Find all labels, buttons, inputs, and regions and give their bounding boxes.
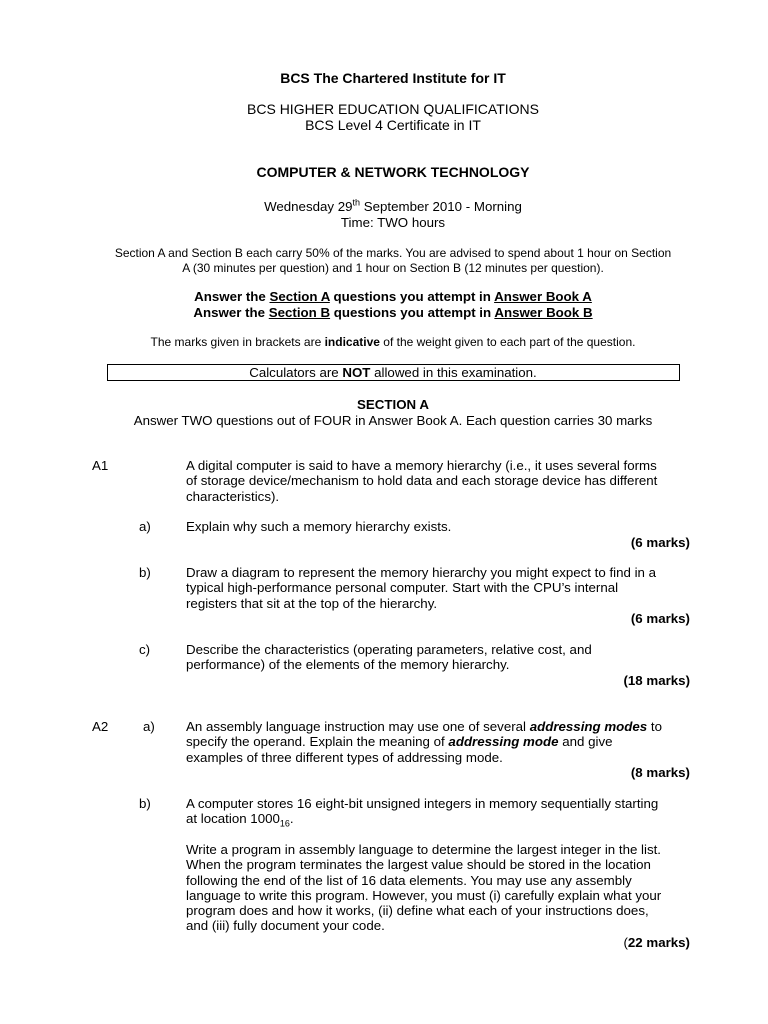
exam-date: Wednesday 29th September 2010 - Morning: [264, 197, 522, 214]
question-a1-part-b-text: Draw a diagram to represent the memory hierarchy you might expect to find in a typical high-performance personal computer. Start with the CPU’s internal registers that sit at the top of the hierarchy.: [186, 565, 657, 611]
qualification-title: BCS HIGHER EDUCATION QUALIFICATIONS: [247, 101, 539, 117]
question-a1-part-c-marks: (18 marks): [623, 673, 690, 688]
question-a1-number: A1: [92, 458, 109, 473]
question-a2-part-b-label: b): [139, 796, 151, 811]
question-a1-part-c-text: Describe the characteristics (operating parameters, relative cost, and performance) of the elements of the memory hierarchy.: [186, 642, 592, 673]
marks-note: The marks given in brackets are indicative of the weight given to each part of the question.: [150, 335, 636, 349]
question-a2-part-b-marks: (22 marks): [623, 935, 690, 950]
subject-title: COMPUTER & NETWORK TECHNOLOGY: [256, 164, 530, 180]
section-a-title: SECTION A: [357, 397, 429, 412]
instructions-line-2: A (30 minutes per question) and 1 hour on Section B (12 minutes per question).: [182, 261, 604, 275]
answer-book-b-instruction: Answer the Section B questions you attempt in Answer Book B: [193, 305, 593, 320]
section-a-subtitle: Answer TWO questions out of FOUR in Answer Book A. Each question carries 30 marks: [133, 413, 653, 428]
question-a1-part-a-label: a): [139, 519, 151, 534]
question-a1-intro: A digital computer is said to have a memory hierarchy (i.e., it uses several forms of storage device/mechanism to hold data and each storage device has different characteristics).: [186, 458, 658, 504]
question-a1-part-a-marks: (6 marks): [630, 535, 690, 550]
question-a2-number: A2: [92, 719, 109, 734]
exam-time: Time: TWO hours: [340, 215, 446, 230]
question-a1-part-b-marks: (6 marks): [630, 611, 690, 626]
question-a1-part-a-text: Explain why such a memory hierarchy exists.: [186, 519, 452, 534]
question-a1-part-c-label: c): [139, 642, 151, 657]
question-a2-part-a-label: a): [143, 719, 155, 734]
question-a2-part-b-text: Write a program in assembly language to determine the largest integer in the list. When the program terminates the largest value should be stored in the location following the end of the list of 16 data elements. You may use any assembly language to write this program. However, you must (i) carefully explain what your program does and how it works, (ii) define what each of your instructions does, and (iii) fully document your code.: [186, 842, 662, 934]
instructions-line-1: Section A and Section B each carry 50% of the marks. You are advised to spend about 1 hour on Section: [114, 246, 672, 260]
institute-title: BCS The Chartered Institute for IT: [280, 70, 506, 86]
calculator-notice: Calculators are NOT allowed in this examination.: [249, 365, 537, 380]
question-a2-part-a-marks: (8 marks): [630, 765, 690, 780]
level-title: BCS Level 4 Certificate in IT: [305, 117, 481, 133]
answer-book-a-instruction: Answer the Section A questions you attempt in Answer Book A: [194, 289, 592, 304]
question-a2-part-b-intro: A computer stores 16 eight-bit unsigned integers in memory sequentially starting at location $1000_{16}$.: [186, 796, 659, 829]
question-a2-part-a-text: An assembly language instruction may use one of several addressing modes to specify the operand. Explain the meaning of addressing mode and give examples of three different types of addressing mode.: [186, 719, 662, 765]
question-a1-part-b-label: b): [139, 565, 151, 580]
